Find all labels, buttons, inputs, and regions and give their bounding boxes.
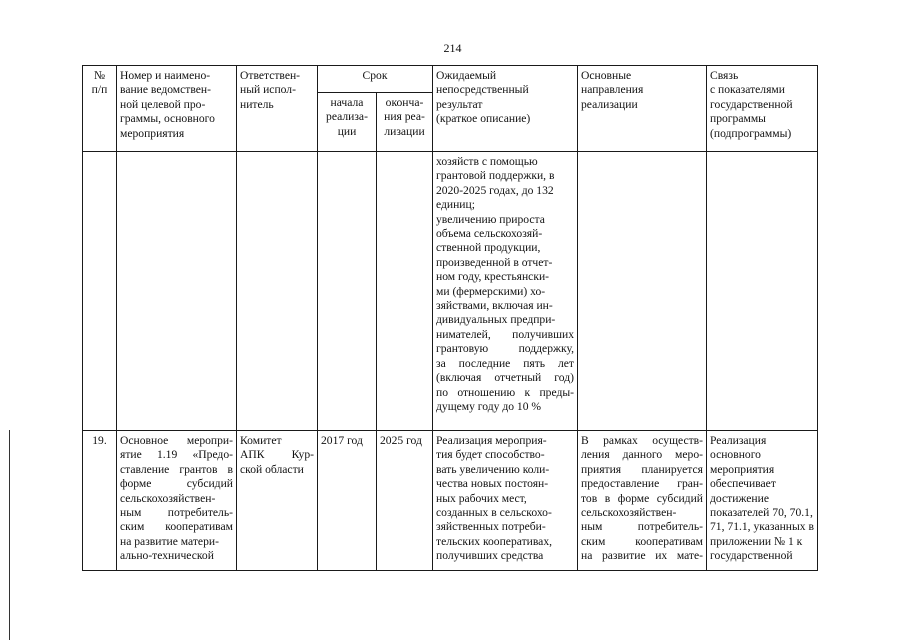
cont-name-cell <box>117 152 237 431</box>
text-line: дивидуальных предпри- <box>436 313 556 327</box>
text-line: вать увеличению коли- <box>436 462 550 476</box>
row19-result <box>433 431 578 571</box>
text-line: форме субсидий <box>120 477 233 491</box>
left-margin-line <box>9 430 10 640</box>
text-line: Реализация <box>710 434 767 447</box>
text-line: Комитет <box>240 434 282 447</box>
cont-start-cell <box>318 152 377 431</box>
page-number: 214 <box>443 41 462 55</box>
cont-directions-cell <box>578 152 707 431</box>
row19-num: 19. <box>83 431 117 571</box>
text-line: с показателями <box>710 83 785 97</box>
text-line: увеличению прироста <box>436 212 545 226</box>
text-line: созданных в сельскохо- <box>436 506 552 520</box>
text-line: чества новых постоян- <box>436 477 549 491</box>
row19-start: 2017 год <box>318 431 377 571</box>
text-line: ния реа- <box>384 110 425 124</box>
text-line: ской области <box>240 462 304 476</box>
text-line: оконча- <box>385 96 424 109</box>
text-line: дущему году до 10 % <box>436 399 542 413</box>
text-line: 71, 71.1, указанных в <box>710 520 814 534</box>
row19-name <box>117 431 237 571</box>
text-line: вание ведомствен- <box>120 83 211 97</box>
header-term-start <box>318 93 377 152</box>
text-line: основного <box>710 448 761 462</box>
text-line: достижение <box>710 491 769 505</box>
text-line: тов в форме субсидий <box>581 491 703 505</box>
cont-link-cell <box>707 152 818 431</box>
text-line: Основные <box>581 69 632 82</box>
text-line: на развитие матери- <box>120 534 219 548</box>
text-line: предоставление гран- <box>581 477 703 491</box>
text-line: Ответствен- <box>240 69 301 82</box>
header-directions <box>578 66 707 152</box>
text-line: приятия планируется <box>581 462 703 476</box>
text-line: направления <box>581 83 644 97</box>
text-line: по отношению к преды- <box>436 385 574 399</box>
text-line: ных рабочих мест, <box>436 491 527 505</box>
text-line: 2020-2025 годах, до 132 <box>436 183 554 197</box>
row19-end: 2025 год <box>377 431 433 571</box>
text-line: грантовую поддержку, <box>436 342 574 356</box>
cont-result-cell <box>433 152 578 431</box>
text-line: ским кооперативам <box>581 534 703 548</box>
text-line: мероприятия <box>710 462 775 476</box>
header-link <box>707 66 818 152</box>
header-name <box>117 66 237 152</box>
text-line: реализации <box>581 97 638 111</box>
text-line: ным потребитель- <box>581 520 703 534</box>
text-line: сельскохозяйствен- <box>120 491 216 505</box>
cont-num-cell <box>83 152 117 431</box>
text-line: на развитие их мате- <box>581 549 703 563</box>
text-line: № <box>93 69 106 82</box>
text-line: приложении № 1 к <box>710 534 803 548</box>
text-line: лизации <box>384 124 425 138</box>
text-line: за последние пять лет <box>436 356 574 370</box>
text-line: ственной продукции, <box>436 241 541 255</box>
text-line: государственной <box>710 97 793 111</box>
text-line: ном году, крестьянски- <box>436 270 550 284</box>
text-line: обеспечивает <box>710 477 776 491</box>
text-line: результат <box>436 97 483 111</box>
row19-responsible <box>237 431 318 571</box>
text-line: произведенной в отчет- <box>436 255 553 269</box>
text-line: Реализация мероприя- <box>436 434 547 447</box>
text-line: ставление грантов в <box>120 462 233 476</box>
text-line: начала <box>330 96 364 109</box>
text-line: хозяйств с помощью <box>436 155 538 168</box>
text-line: грантовой поддержки, в <box>436 169 555 183</box>
cont-end-cell <box>377 152 433 431</box>
text-line: В рамках осуществ- <box>581 434 703 447</box>
text-line: единиц; <box>436 198 475 212</box>
text-line: Основное меропри- <box>120 434 233 447</box>
header-term: Срок <box>318 66 433 93</box>
text-line: тельских кооперативах, <box>436 534 553 548</box>
text-line: нитель <box>240 97 274 111</box>
text-line: программы <box>710 112 766 126</box>
row19-link <box>707 431 818 571</box>
text-line: объема сельскохозяй- <box>436 227 543 241</box>
text-line: ми (фермерскими) хо- <box>436 284 546 298</box>
text-line: ально-технической <box>120 549 214 563</box>
text-line: (включая отчетный год) <box>436 371 574 385</box>
text-line: мероприятия <box>120 126 185 140</box>
text-line: Номер и наимено- <box>120 69 211 82</box>
text-line: ятие 1.19 «Предо- <box>120 448 233 462</box>
text-line: ским кооперативам <box>120 520 233 534</box>
text-line: (краткое описание) <box>436 112 531 126</box>
text-line: сельскохозяйствен- <box>581 506 677 520</box>
text-line: ции <box>337 124 357 138</box>
text-line: реализа- <box>326 110 368 124</box>
cont-responsible-cell <box>237 152 318 431</box>
text-line: п/п <box>91 83 108 97</box>
header-responsible <box>237 66 318 152</box>
text-line: тия будет способство- <box>436 448 545 462</box>
header-term-end <box>377 93 433 152</box>
text-line: Ожидаемый <box>436 69 497 82</box>
text-line: непосредственный <box>436 83 529 97</box>
text-line: ный испол- <box>240 83 296 97</box>
text-line: зяйствами, включая ин- <box>436 299 553 313</box>
text-line: получивших средства <box>436 549 544 563</box>
text-line: Связь <box>710 69 739 82</box>
program-table <box>82 65 818 571</box>
text-line: граммы, основного <box>120 112 215 126</box>
text-line: ной целевой про- <box>120 97 206 111</box>
text-line: показателей 70, 70.1, <box>710 506 813 520</box>
text-line: нимателей, получивших <box>436 327 574 341</box>
row19-directions <box>578 431 707 571</box>
header-result <box>433 66 578 152</box>
text-line: (подпрограммы) <box>710 126 792 140</box>
header-num <box>83 66 117 152</box>
text-line: ления данного меро- <box>581 448 703 462</box>
text-line: государственной <box>710 549 793 563</box>
text-line: зяйственных потреби- <box>436 520 546 534</box>
text-line: ным потребитель- <box>120 506 233 520</box>
text-line: АПК Кур- <box>240 448 314 462</box>
